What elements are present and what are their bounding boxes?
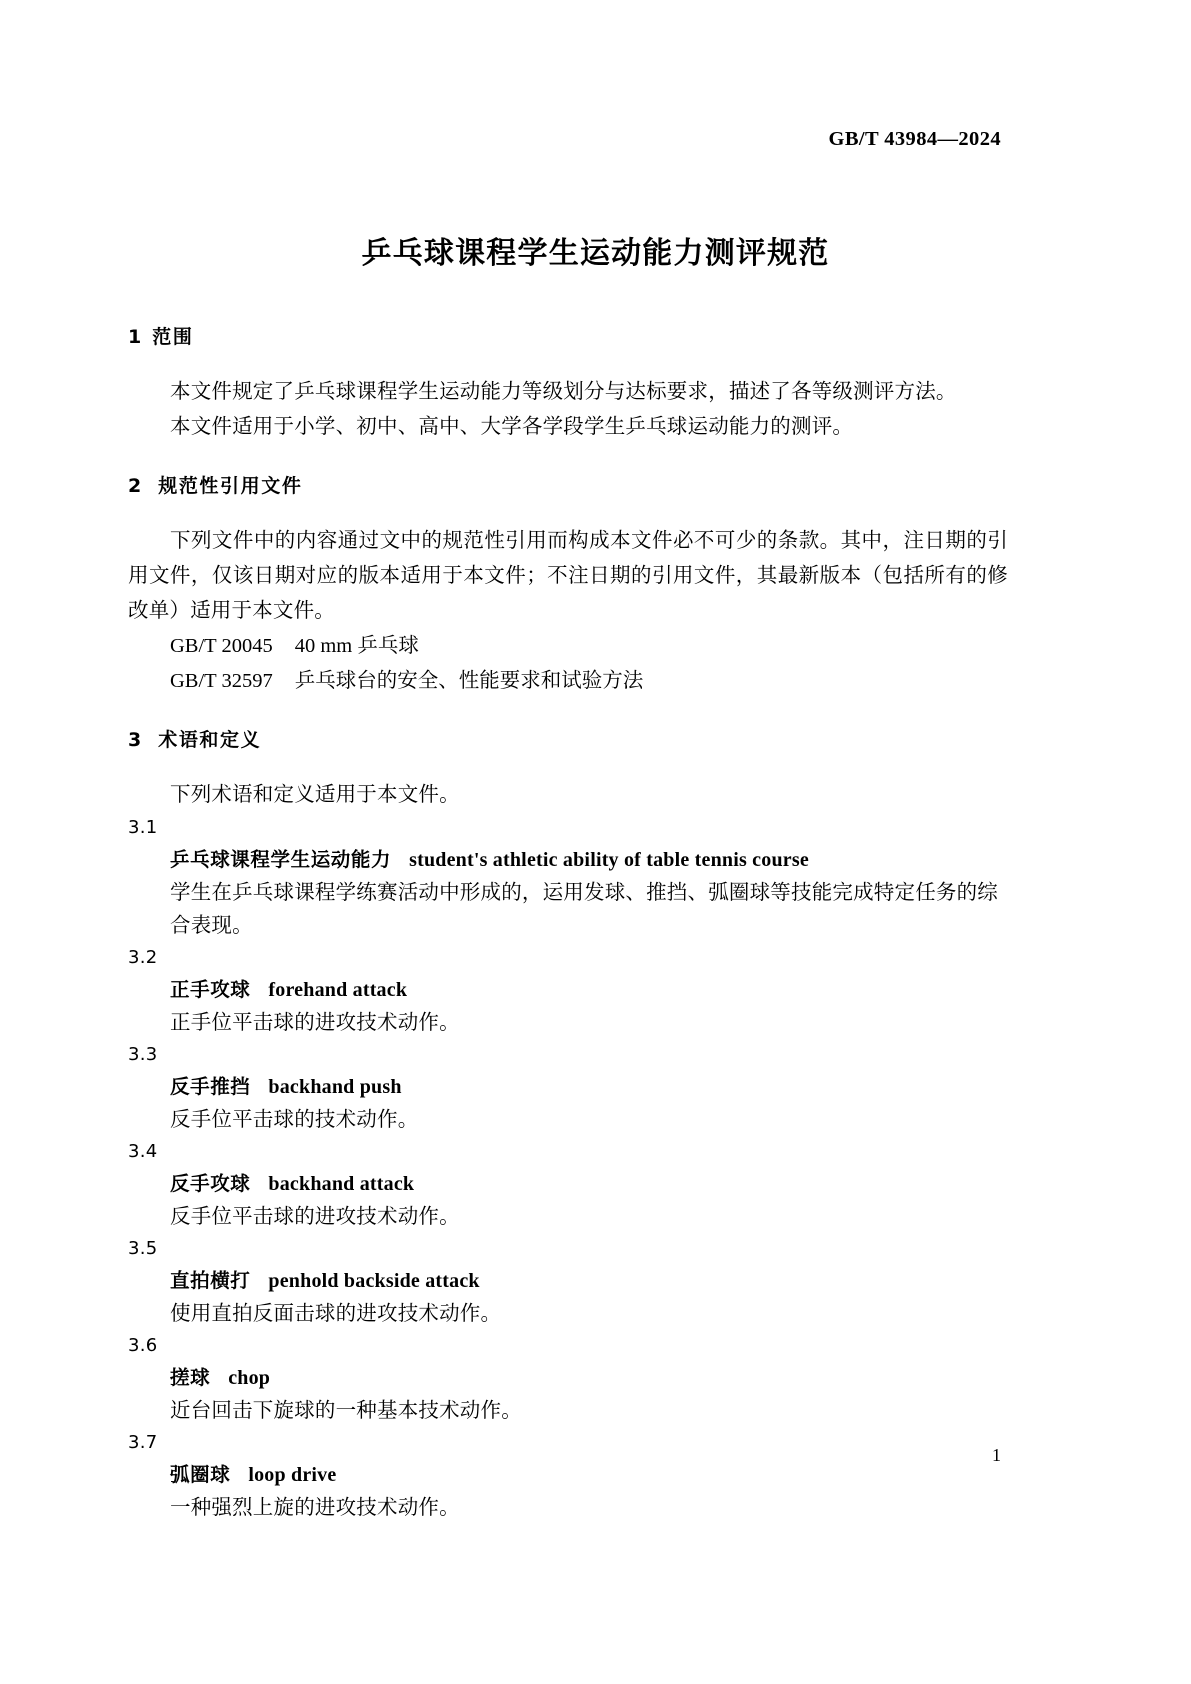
term-title-3-5 bbox=[128, 1264, 1008, 1298]
page-number: 1 bbox=[992, 1445, 1001, 1465]
term-definition-3-6: 近台回击下旋球的一种基本技术动作。 bbox=[170, 1400, 522, 1422]
clause-1-title: 范围 bbox=[152, 326, 194, 348]
clause-3-number: 3 bbox=[128, 729, 142, 751]
term-en-3-7: loop drive bbox=[248, 1464, 337, 1486]
term-en-3-4: backhand attack bbox=[268, 1173, 415, 1195]
normative-reference-1 bbox=[128, 629, 1008, 664]
term-en-3-2: forehand attack bbox=[268, 979, 408, 1001]
term-title-3-1 bbox=[128, 843, 1008, 877]
clause-2-heading bbox=[128, 471, 1008, 498]
term-title-3-4 bbox=[128, 1167, 1008, 1201]
term-zh-3-2: 正手攻球 bbox=[170, 978, 251, 1001]
running-header bbox=[0, 128, 1191, 151]
term-zh-3-4: 反手攻球 bbox=[170, 1172, 251, 1195]
term-en-3-1: student's athletic ability of table tennis course bbox=[409, 849, 809, 871]
reference-code-2: GB/T 32597 bbox=[170, 670, 273, 692]
term-definition-3-2: 正手位平击球的进攻技术动作。 bbox=[170, 1012, 460, 1034]
term-definition-3-3: 反手位平击球的技术动作。 bbox=[170, 1109, 419, 1131]
term-number-3-6: 3.6 bbox=[128, 1335, 158, 1356]
reference-title-1: 40 mm 乒乓球 bbox=[294, 635, 419, 657]
term-zh-3-3: 反手推挡 bbox=[170, 1075, 251, 1098]
clause-2-title: 规范性引用文件 bbox=[158, 475, 303, 497]
term-definition-3-4: 反手位平击球的进攻技术动作。 bbox=[170, 1206, 460, 1228]
term-number-3-4: 3.4 bbox=[128, 1141, 158, 1162]
document-title: 乒乓球课程学生运动能力测评规范 bbox=[361, 236, 830, 271]
document-body bbox=[128, 322, 1008, 1525]
term-title-3-3 bbox=[128, 1070, 1008, 1104]
term-number-3-1: 3.1 bbox=[128, 817, 158, 838]
reference-code-1: GB/T 20045 bbox=[170, 635, 273, 657]
term-en-3-5: penhold backside attack bbox=[268, 1270, 480, 1292]
term-zh-3-5: 直拍横打 bbox=[170, 1269, 251, 1292]
term-en-3-3: backhand push bbox=[268, 1076, 402, 1098]
clause-2-paragraph: 下列文件中的内容通过文中的规范性引用而构成本文件必不可少的条款。其中，注日期的引用文件，仅该日期对应的版本适用于本文件；不注日期的引用文件，其最新版本（包括所有的修改单）适用于本文件。 bbox=[128, 530, 1008, 622]
clause-2-number: 2 bbox=[128, 475, 142, 497]
term-en-3-6: chop bbox=[228, 1367, 271, 1389]
term-zh-3-7: 弧圈球 bbox=[170, 1463, 231, 1486]
term-zh-3-6: 搓球 bbox=[170, 1366, 211, 1389]
term-title-3-2 bbox=[128, 973, 1008, 1007]
clause-1-paragraph-1: 本文件规定了乒乓球课程学生运动能力等级划分与达标要求，描述了各等级测评方法。 bbox=[170, 381, 957, 403]
clause-3-title: 术语和定义 bbox=[158, 729, 262, 751]
clause-1-heading bbox=[128, 322, 1008, 349]
term-definition-3-1: 学生在乒乓球课程学练赛活动中形成的，运用发球、推挡、弧圈球等技能完成特定任务的综合表现。 bbox=[170, 882, 998, 937]
clause-1-paragraph-2: 本文件适用于小学、初中、高中、大学各学段学生乒乓球运动能力的测评。 bbox=[170, 416, 854, 438]
term-definition-3-7: 一种强烈上旋的进攻技术动作。 bbox=[170, 1497, 460, 1519]
term-number-3-5: 3.5 bbox=[128, 1238, 158, 1259]
clause-3-paragraph: 下列术语和定义适用于本文件。 bbox=[170, 784, 460, 806]
standard-code: GB/T 43984—2024 bbox=[828, 128, 1001, 150]
term-definition-3-5: 使用直拍反面击球的进攻技术动作。 bbox=[170, 1303, 502, 1325]
normative-reference-2 bbox=[128, 664, 1008, 699]
term-number-3-3: 3.3 bbox=[128, 1044, 158, 1065]
term-number-3-2: 3.2 bbox=[128, 947, 158, 968]
term-number-3-7: 3.7 bbox=[128, 1432, 158, 1453]
term-zh-3-1: 乒乓球课程学生运动能力 bbox=[170, 848, 392, 871]
term-title-3-6 bbox=[128, 1361, 1008, 1395]
reference-title-2: 乒乓球台的安全、性能要求和试验方法 bbox=[294, 670, 644, 692]
clause-3-heading bbox=[128, 725, 1008, 752]
clause-1-number: 1 bbox=[128, 326, 142, 348]
